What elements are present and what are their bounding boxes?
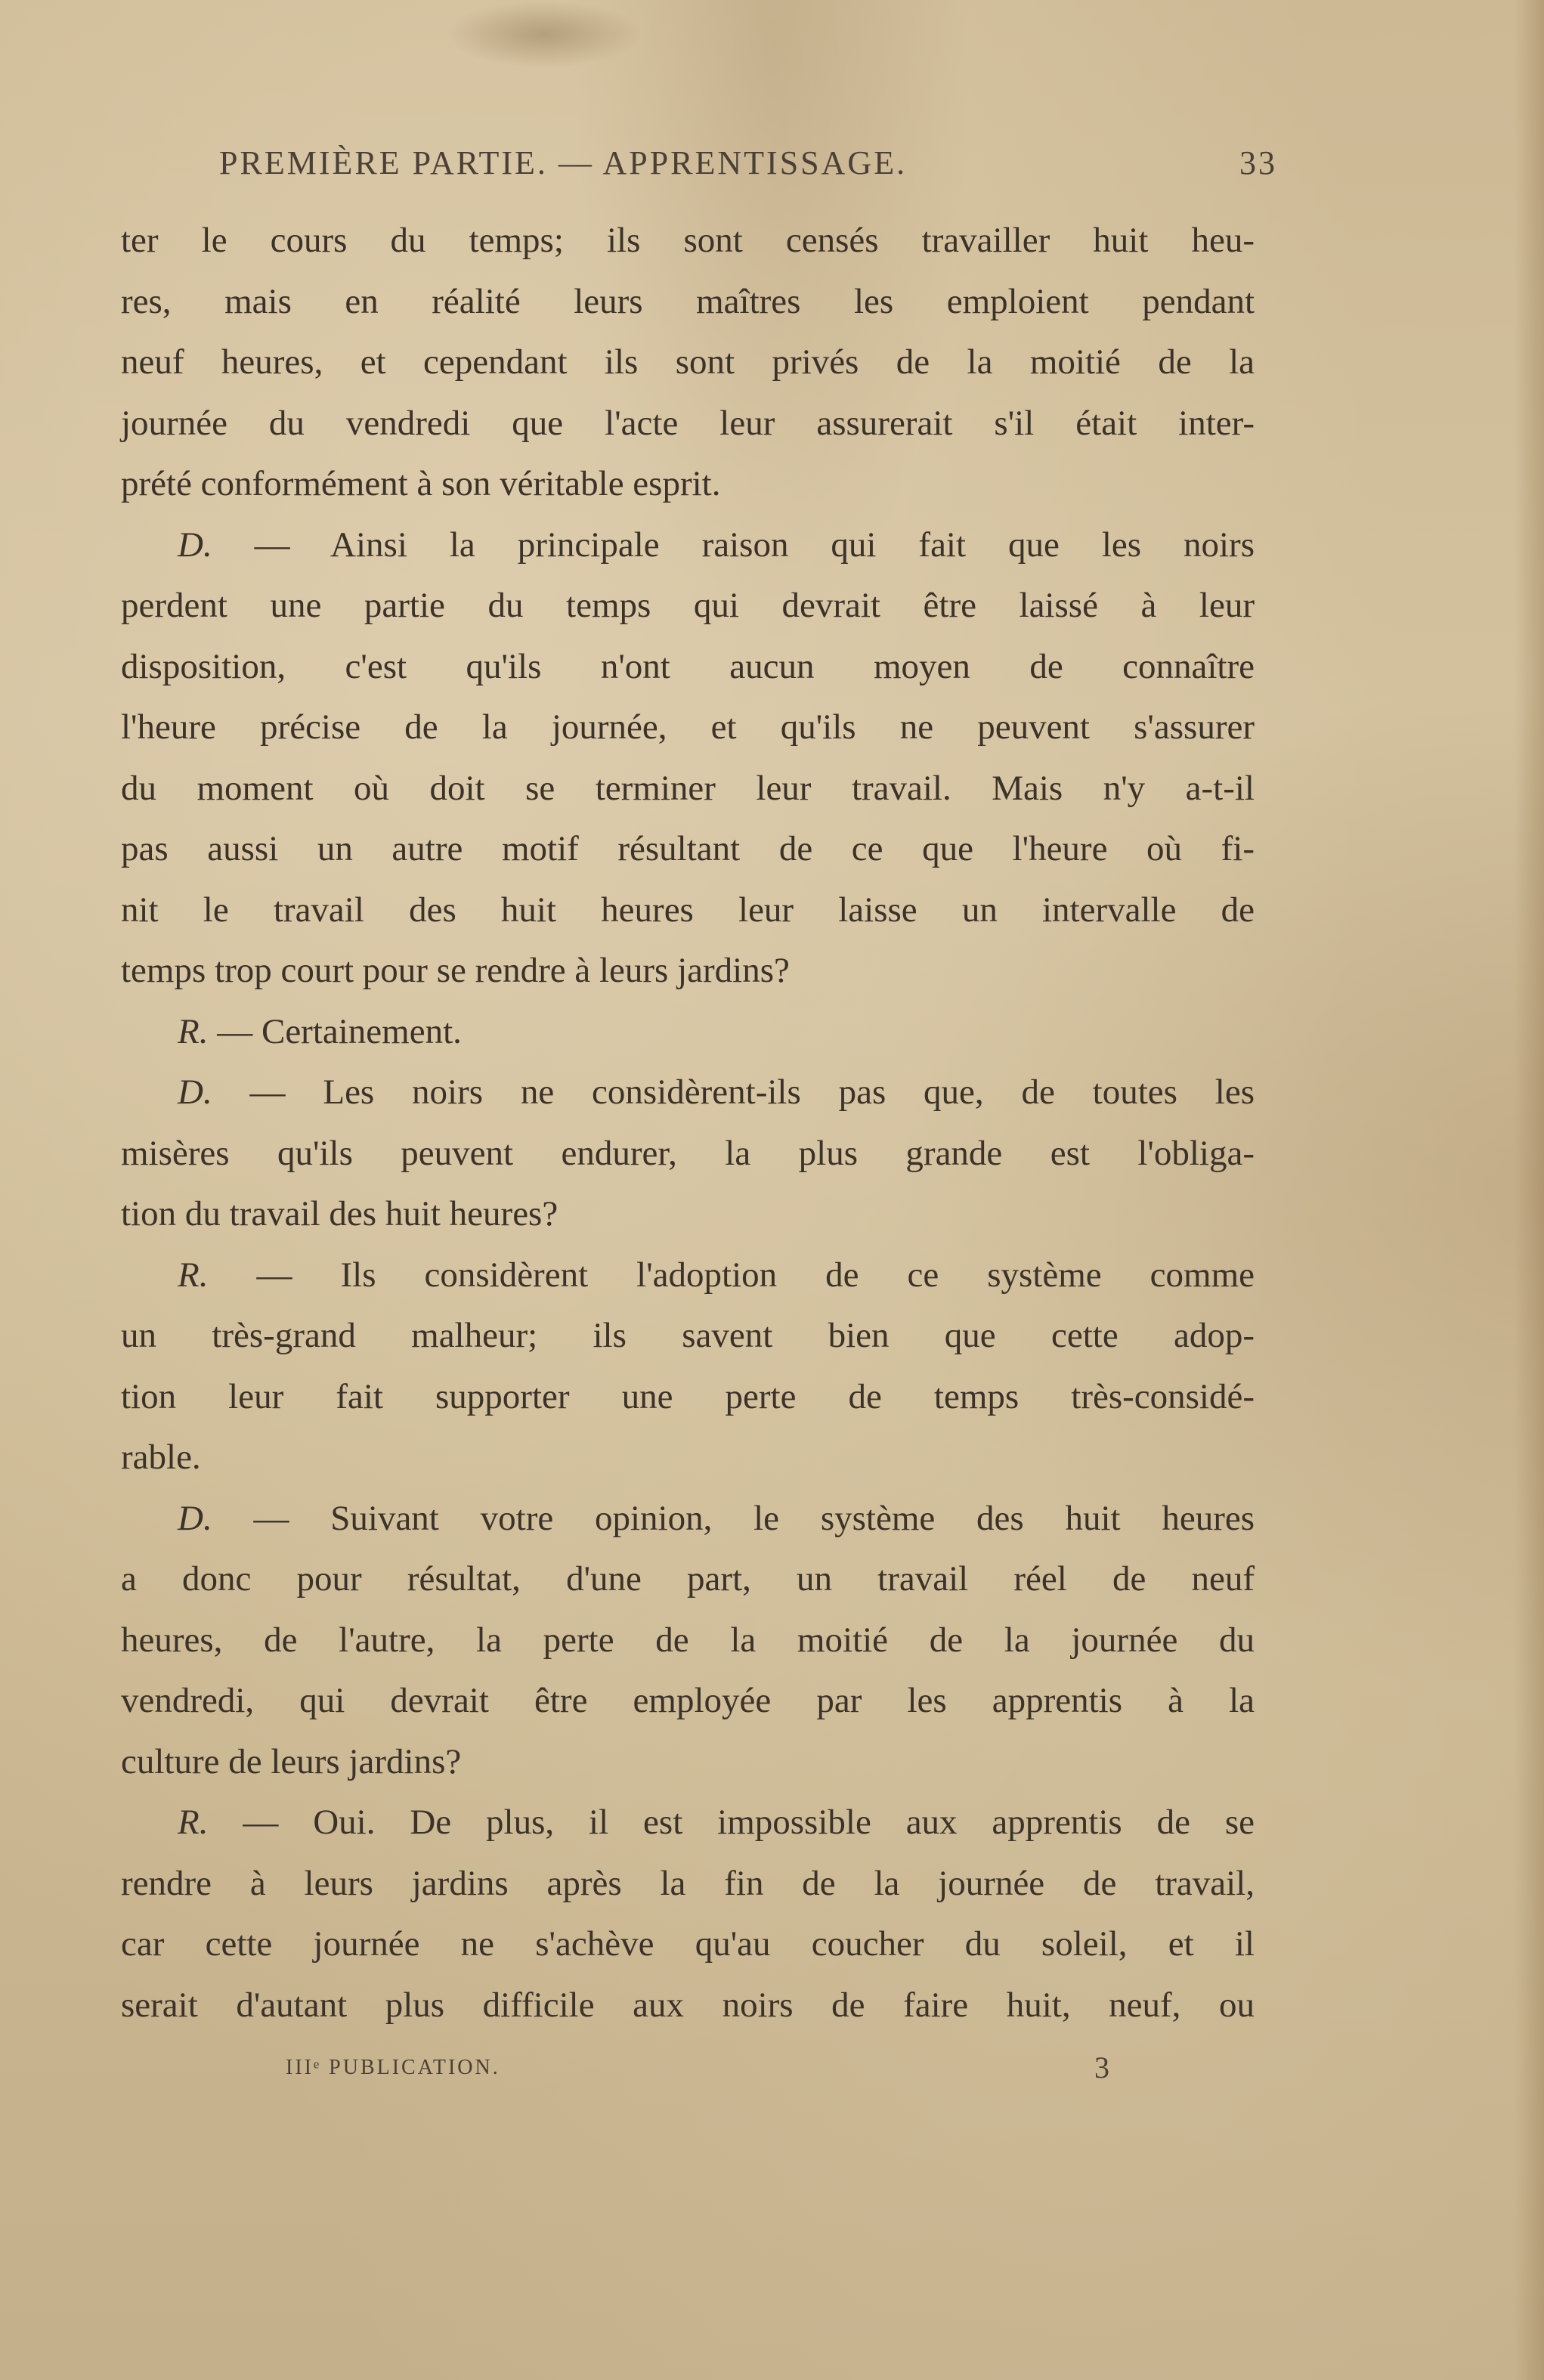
signature-label: IIIᵉ PUBLICATION.	[286, 2056, 500, 2079]
line-text: l'heure précise de la journée, et qu'ils ne peuvent s'assurer	[121, 707, 1255, 747]
line-text: prété conformément à son véritable esprit.	[121, 464, 721, 503]
line-text: serait d'autant plus difficile aux noirs de faire huit, neuf, ou	[121, 1985, 1255, 2025]
line-text: car cette journée ne s'achève qu'au coucher du soleil, et il	[121, 1924, 1255, 1964]
text-line	[121, 758, 1255, 819]
line-text: — Les noirs ne considèrent-ils pas que, de toutes les	[212, 1072, 1255, 1112]
text-line	[121, 697, 1255, 758]
running-head-title: PREMIÈRE PARTIE. — APPRENTISSAGE.	[219, 144, 908, 181]
text-line	[121, 1305, 1255, 1366]
line-text: un très-grand malheur; ils savent bien que cette adop-	[121, 1316, 1255, 1355]
text-line	[121, 1488, 1255, 1549]
line-text: culture de leurs jardins?	[121, 1741, 462, 1781]
line-text: tion du travail des huit heures?	[121, 1194, 559, 1233]
text-line	[121, 1549, 1255, 1610]
signature-number: 3	[1094, 2050, 1109, 2084]
line-text: ter le cours du temps; ils sont censés travailler huit heu-	[121, 221, 1255, 260]
speaker-label: D.	[178, 1072, 212, 1112]
text-line	[121, 332, 1255, 393]
speaker-label: D.	[178, 1498, 212, 1538]
line-text: nit le travail des huit heures leur laisse un intervalle de	[121, 890, 1255, 930]
line-text: — Certainement.	[208, 1011, 462, 1051]
text-line	[121, 1123, 1255, 1184]
text-line	[121, 1610, 1255, 1671]
text-line	[121, 1245, 1255, 1306]
text-line	[121, 393, 1255, 454]
line-text: misères qu'ils peuvent endurer, la plus grande est l'obliga-	[121, 1133, 1255, 1173]
line-text: du moment où doit se terminer leur travail. Mais n'y a-t-il	[121, 768, 1255, 808]
text-line	[121, 1853, 1255, 1914]
page-footer	[286, 2050, 1109, 2088]
speaker-label: R.	[178, 1255, 209, 1295]
page-edge-shadow	[1514, 0, 1544, 2380]
text-line	[121, 1975, 1255, 2036]
line-text: neuf heures, et cependant ils sont privés de la moitié de la	[121, 342, 1255, 382]
paper-stain	[446, 0, 642, 68]
text-line	[121, 1062, 1255, 1123]
line-text: — Ils considèrent l'adoption de ce système comme	[208, 1255, 1255, 1295]
text-line	[121, 271, 1255, 333]
speaker-label: R.	[178, 1803, 209, 1842]
text-line	[121, 880, 1255, 941]
speaker-label: D.	[178, 525, 212, 565]
text-line	[121, 1670, 1255, 1732]
line-text: res, mais en réalité leurs maîtres les emploient pendant	[121, 281, 1255, 321]
text-line	[121, 575, 1255, 636]
text-line	[121, 1732, 1255, 1793]
line-text: disposition, c'est qu'ils n'ont aucun moyen de connaître	[121, 646, 1255, 686]
text-line	[121, 453, 1255, 515]
line-text: rendre à leurs jardins après la fin de la journée de travail,	[121, 1863, 1255, 1903]
line-text: pas aussi un autre motif résultant de ce que l'heure où fi-	[121, 829, 1255, 868]
line-text: tion leur fait supporter une perte de temps très-considé-	[121, 1376, 1255, 1416]
line-text: perdent une partie du temps qui devrait être laissé à leur	[121, 586, 1255, 625]
text-line	[121, 940, 1255, 1001]
text-line	[121, 1001, 1255, 1063]
text-line	[121, 1427, 1255, 1488]
page-number: 33	[1239, 144, 1277, 181]
text-line	[121, 1792, 1255, 1853]
line-text: — Oui. De plus, il est impossible aux apprentis de se	[208, 1803, 1255, 1842]
text-line	[121, 819, 1255, 880]
body-text	[121, 210, 1255, 2035]
line-text: — Suivant votre opinion, le système des huit heures	[212, 1498, 1255, 1538]
text-line	[121, 515, 1255, 576]
line-text: vendredi, qui devrait être employée par les apprentis à la	[121, 1681, 1255, 1720]
line-text: a donc pour résultat, d'une part, un travail réel de neuf	[121, 1559, 1255, 1599]
line-text: rable.	[121, 1438, 201, 1477]
text-line	[121, 1366, 1255, 1428]
text-line	[121, 210, 1255, 271]
text-line	[121, 1184, 1255, 1245]
line-text: temps trop court pour se rendre à leurs jardins?	[121, 951, 790, 990]
line-text: — Ainsi la principale raison qui fait que les noirs	[212, 525, 1255, 565]
line-text: journée du vendredi que l'acte leur assurerait s'il était inter-	[121, 403, 1255, 443]
text-line	[121, 1914, 1255, 1975]
speaker-label: R.	[178, 1011, 209, 1051]
line-text: heures, de l'autre, la perte de la moitié de la journée du	[121, 1620, 1255, 1660]
running-head	[219, 144, 1277, 189]
text-line	[121, 636, 1255, 698]
